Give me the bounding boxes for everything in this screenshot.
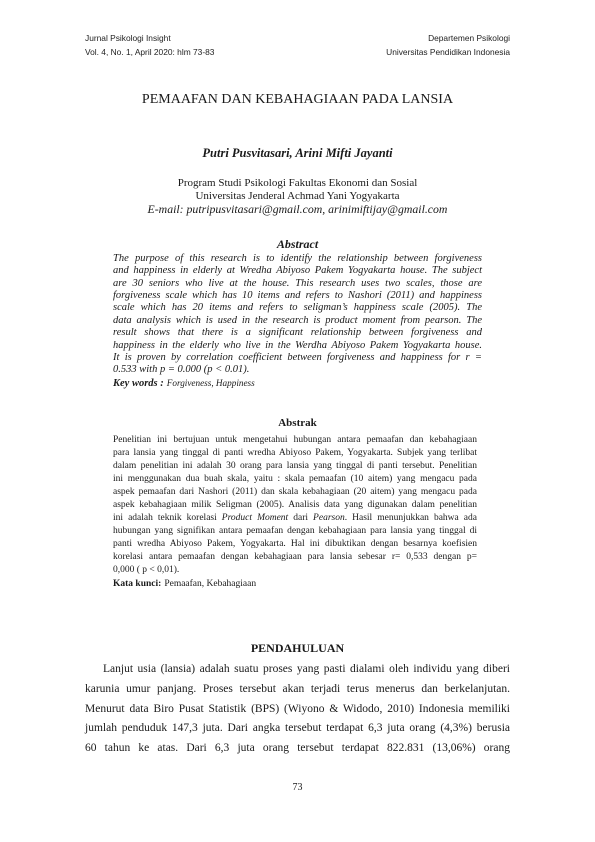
- abstract-body: [113, 253, 482, 390]
- abstrak-line: korelasi antara pemaafan dengan kebahagiaan para lansia sebesar r= 0,533 dengan p=: [113, 552, 477, 563]
- abstract-line: and happiness in elderly at Wredha Abiyoso Pakem Yogyakarta house. The subject: [113, 265, 482, 277]
- line-text: . Hasil menunjukkan bahwa ada: [344, 513, 477, 524]
- section-heading-pendahuluan: PENDAHULUAN: [250, 641, 345, 655]
- abstrak-line: aspek pemaafan dari Nashori (2011) dan skala kebahagiaan (20 aitem) yang mengacu pada: [113, 486, 477, 497]
- affiliation-program: Program Studi Psikologi Fakultas Ekonomi dan Sosial: [177, 176, 418, 189]
- kata-kunci-value: Pemaafan, Kebahagiaan: [164, 578, 257, 589]
- affiliation-university: Universitas Jenderal Achmad Yani Yogyakarta: [195, 189, 400, 202]
- italic-term: Product Moment: [221, 513, 289, 524]
- italic-term: Pearson: [313, 513, 345, 524]
- abstract-line: The purpose of this research is to identify the relationship between forgiveness: [113, 252, 482, 264]
- affiliation-email: E-mail: putripusvitasari@gmail.com, arinimiftijay@gmail.com: [147, 201, 448, 216]
- abstrak-line: dalam penelitian ini adalah 30 orang para lansia yang tinggal di panti tersebut. Penelitian: [113, 460, 477, 471]
- line-text: dari: [288, 513, 314, 524]
- paper-title: PEMAAFAN DAN KEBAHAGIAAN PADA LANSIA: [141, 92, 454, 107]
- body-line: Menurut data Biro Pusat Statistik (BPS) (Wiyono & Widodo, 2010) Indonesia memiliki: [85, 702, 510, 715]
- author-list: Putri Pusvitasari, Arini Mifti Jayanti: [202, 146, 393, 160]
- body-line: 60 tahun ke atas. Dari 6,3 juta orang tersebut terdapat 822.831 (13,06%) orang: [85, 742, 510, 755]
- abstract-line: data analysis which is used in the research is product moment from pearson. The: [113, 314, 482, 326]
- kata-kunci-label: Kata kunci:: [113, 578, 162, 589]
- introduction-body: [85, 660, 510, 759]
- line-text: ini adalah teknik korelasi: [113, 513, 222, 524]
- abstrak-line: Penelitian ini bertujuan untuk mengetahui hubungan antara pemaafan dan kebahagiaan: [113, 434, 477, 445]
- abstract-line: happiness in the elderly who live in the Werdha Abiyoso Pakem Yogyakarta house.: [113, 339, 482, 351]
- abstract-line: scale which has 20 items and refers to seligman’s happiness scale (2005). The: [113, 302, 482, 314]
- abstract-line: are 30 seniors who live at the house. This research uses two scales, those are: [113, 277, 482, 289]
- abstrak-line: aspek kebahagiaan milik Seligman (2005). Analisis data yang digunakan dalam penelitian: [113, 499, 477, 510]
- keywords-label: Key words :: [113, 377, 164, 389]
- abstrak-line: [113, 512, 477, 525]
- keywords-value: Forgiveness, Happiness: [166, 377, 255, 388]
- body-line: jumlah penduduk 147,3 juta. Dari angka tersebut terdapat 6,3 juta orang (4,3%) berusia: [85, 722, 510, 735]
- abstract-line: result shows that there is a significant relationship between forgiveness and: [113, 327, 482, 339]
- journal-name: Jurnal Psikologi Insight: [85, 33, 171, 43]
- running-header-right: [386, 31, 510, 59]
- body-line: karunia umur panjang. Proses tersebut akan terjadi terus menerus dan berkelanjutan.: [85, 682, 510, 695]
- abstrak-line: ini menggunakan dua buah skala, yaitu : skala pemaafan (10 aitem) yang mengacu pada: [113, 473, 477, 484]
- abstract-line: 0.533 with p = 0.000 (p < 0.01).: [113, 364, 250, 376]
- running-header-left: [85, 31, 214, 59]
- page-number: 73: [292, 782, 303, 793]
- abstract-heading: Abstract: [276, 237, 319, 251]
- abstrak-keywords: [113, 578, 477, 591]
- abstrak-line: para lansia yang tinggal di panti wredha Abiyoso Pakem, Yogyakarta. Subjek yang terlibat: [113, 447, 477, 458]
- abstrak-line: 0,000 ( p < 0,01).: [113, 565, 180, 576]
- abstrak-heading: Abstrak: [278, 417, 317, 429]
- abstract-line: It is proven by correlation coefficient between forgiveness and happiness for r =: [113, 352, 482, 364]
- abstrak-line: panti wredha Abiyoso Pakem, Yogyakarta. Hal ini dibuktikan dengan besarnya koefisien: [113, 539, 477, 550]
- abstrak-line: hubungan yang signifikan antara pemaafan dengan kebahagiaan para lansia yang tinggal di: [113, 526, 477, 537]
- abstract-line: forgiveness scale which has 10 items and refers to Nashori (2011) and happiness: [113, 290, 482, 302]
- affiliation-block: [0, 177, 595, 216]
- abstract-keywords: [113, 377, 482, 390]
- abstrak-body: [113, 434, 477, 591]
- body-line: Lanjut usia (lansia) adalah suatu proses yang pasti dialami oleh individu yang diberi: [103, 663, 510, 675]
- university-name: Universitas Pendidikan Indonesia: [386, 47, 510, 57]
- department-name: Departemen Psikologi: [428, 33, 510, 43]
- issue-info: Vol. 4, No. 1, April 2020: hlm 73-83: [85, 47, 215, 57]
